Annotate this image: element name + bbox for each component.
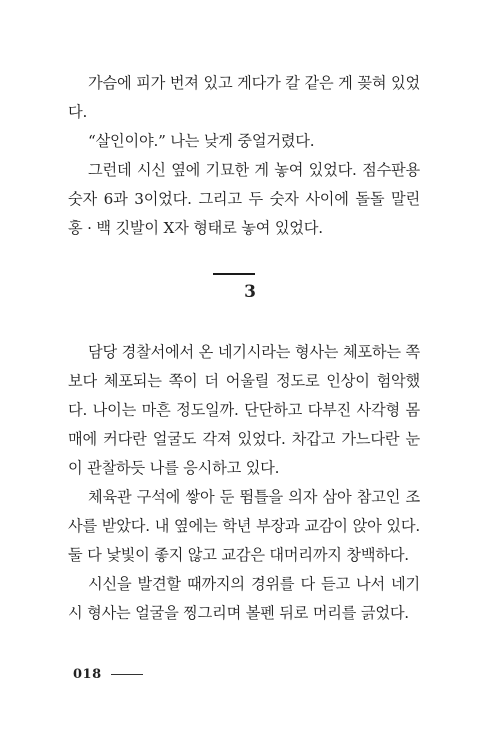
footer-rule xyxy=(111,674,143,675)
page-number: 018 xyxy=(73,666,102,682)
body-text-bottom xyxy=(68,338,420,628)
paragraph: 그런데 시신 옆에 기묘한 게 놓여 있었다. 점수판용 숫자 6과 3이었다. 그리고 두 숫자 사이에 돌돌 말린 홍 · 백 깃발이 X자 형태로 놓여 있었다. xyxy=(68,161,420,237)
section-number: 3 xyxy=(244,282,256,302)
paragraph: 담당 경찰서에서 온 네기시라는 형사는 체포하는 쪽보다 체포되는 쪽이 더 어울릴 정도로 인상이 험악했다. 나이는 마흔 정도일까. 단단하고 다부진 사각형 몸매에 커다란 얼굴도 각져 있었다. 차갑고 가느다란 눈이 관찰하듯 나를 응시하고 있다. xyxy=(68,343,420,477)
paragraph: “살인이야.” 나는 낮게 중얼거렸다. xyxy=(88,132,315,150)
page-footer xyxy=(73,664,143,684)
paragraph: 시신을 발견할 때까지의 경위를 다 듣고 나서 네기시 형사는 얼굴을 찡그리며 볼펜 뒤로 머리를 긁었다. xyxy=(68,575,420,622)
paragraph: 체육관 구석에 쌓아 둔 뜀틀을 의자 삼아 참고인 조사를 받았다. 내 옆에는 학년 부장과 교감이 앉아 있다. 둘 다 낯빛이 좋지 않고 교감은 대머리까지 창백하다. xyxy=(68,488,420,564)
paragraph: 가슴에 피가 번져 있고 게다가 칼 같은 게 꽂혀 있었다. xyxy=(68,74,420,121)
body-text-top xyxy=(68,69,420,243)
section-divider-rule xyxy=(213,273,255,275)
